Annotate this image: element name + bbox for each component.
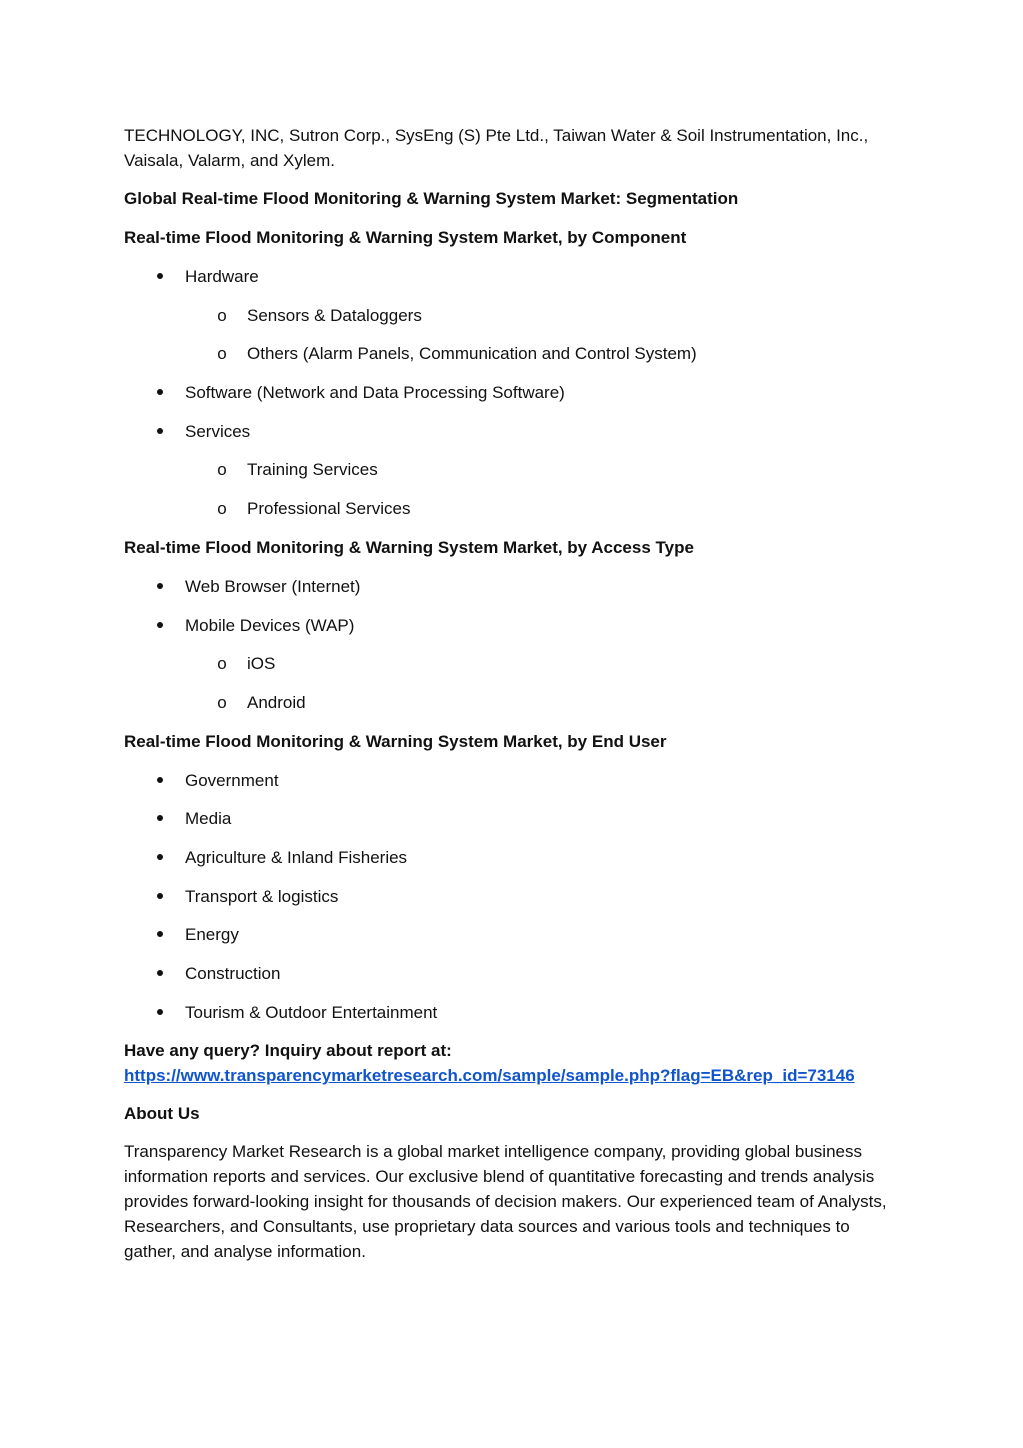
list-item: [124, 845, 914, 870]
list-item-label: Government: [185, 770, 279, 790]
access-type-heading: Real-time Flood Monitoring & Warning System Market, by Access Type: [124, 537, 694, 557]
list-item: [124, 806, 914, 831]
sublist-item-label: Sensors & Dataloggers: [247, 305, 422, 325]
circle-bullet-icon: o: [217, 344, 227, 364]
list-item: [124, 961, 914, 986]
list-item-mobile: [124, 613, 914, 638]
intro-paragraph: TECHNOLOGY, INC, Sutron Corp., SysEng (S) Pte Ltd., Taiwan Water & Soil Instrumentation, Inc., Vaisala, Valarm, and Xylem.: [124, 126, 869, 170]
bullet-icon: [155, 264, 165, 289]
sublist-item-ios: [124, 651, 914, 676]
list-item-label: Services: [185, 421, 251, 441]
list-item-label: Energy: [185, 925, 239, 945]
circle-bullet-icon: o: [217, 692, 227, 712]
sublist-item-others: [124, 341, 914, 366]
circle-bullet-icon: o: [217, 305, 227, 325]
list-item: [124, 768, 914, 793]
sublist-item-label: Others (Alarm Panels, Communication and Control System): [247, 344, 697, 364]
circle-bullet-icon: o: [217, 499, 227, 519]
about-paragraph: Transparency Market Research is a global market intelligence company, providing global business information reports and services. Our exclusive blend of quantitative forecasting and trends analysis provides forward-looking insight for thousands of decision makers. Our experienced team of Analysts, Researchers, and Consultants, use proprietary data sources and various tools and techniques to gather, and analyse information.: [124, 1142, 887, 1262]
bullet-icon: [155, 380, 165, 405]
bullet-icon: [155, 613, 165, 638]
list-item-label: Tourism & Outdoor Entertainment: [185, 1002, 438, 1022]
sublist-item-label: iOS: [247, 654, 276, 674]
end-user-heading: Real-time Flood Monitoring & Warning System Market, by End User: [124, 731, 667, 751]
bullet-icon: [155, 922, 165, 947]
list-item: [124, 884, 914, 909]
query-label: Have any query? Inquiry about report at:: [124, 1041, 452, 1061]
sublist-item-label: Professional Services: [247, 499, 411, 519]
bullet-icon: [155, 768, 165, 793]
list-item-software: [124, 380, 914, 405]
segmentation-heading: Global Real-time Flood Monitoring & Warning System Market: Segmentation: [124, 189, 739, 208]
sublist-item-training: [124, 457, 914, 482]
sublist-item-label: Android: [247, 692, 306, 712]
sublist-item-sensors: [124, 303, 914, 328]
list-item-services: [124, 419, 914, 444]
bullet-icon: [155, 845, 165, 870]
list-item-label: Transport & logistics: [185, 886, 339, 906]
list-item-label: Construction: [185, 964, 281, 983]
query-paragraph: [124, 1038, 914, 1088]
bullet-icon: [155, 884, 165, 909]
bullet-icon: [155, 961, 165, 986]
sublist-item-android: [124, 690, 914, 715]
document-page: [124, 123, 914, 1264]
about-heading: About Us: [124, 1104, 200, 1124]
list-item-label: Hardware: [185, 267, 259, 286]
list-item-label: Software (Network and Data Processing Software): [185, 383, 565, 403]
circle-bullet-icon: o: [217, 460, 227, 480]
component-heading: Real-time Flood Monitoring & Warning System Market, by Component: [124, 228, 687, 247]
bullet-icon: [155, 1000, 165, 1025]
list-item-web-browser: [124, 574, 914, 599]
sublist-item-label: Training Services: [247, 460, 378, 480]
list-item: [124, 922, 914, 947]
report-link[interactable]: https://www.transparencymarketresearch.com/sample/sample.php?flag=EB&rep_id=73146: [124, 1066, 855, 1086]
list-item: [124, 1000, 914, 1025]
circle-bullet-icon: o: [217, 654, 227, 674]
bullet-icon: [155, 806, 165, 831]
bullet-icon: [155, 574, 165, 599]
sublist-item-professional: [124, 496, 914, 521]
list-item-hardware: [124, 264, 914, 289]
bullet-icon: [155, 419, 165, 444]
list-item-label: Web Browser (Internet): [185, 576, 361, 596]
list-item-label: Agriculture & Inland Fisheries: [185, 847, 408, 867]
list-item-label: Mobile Devices (WAP): [185, 615, 355, 635]
list-item-label: Media: [185, 809, 232, 829]
